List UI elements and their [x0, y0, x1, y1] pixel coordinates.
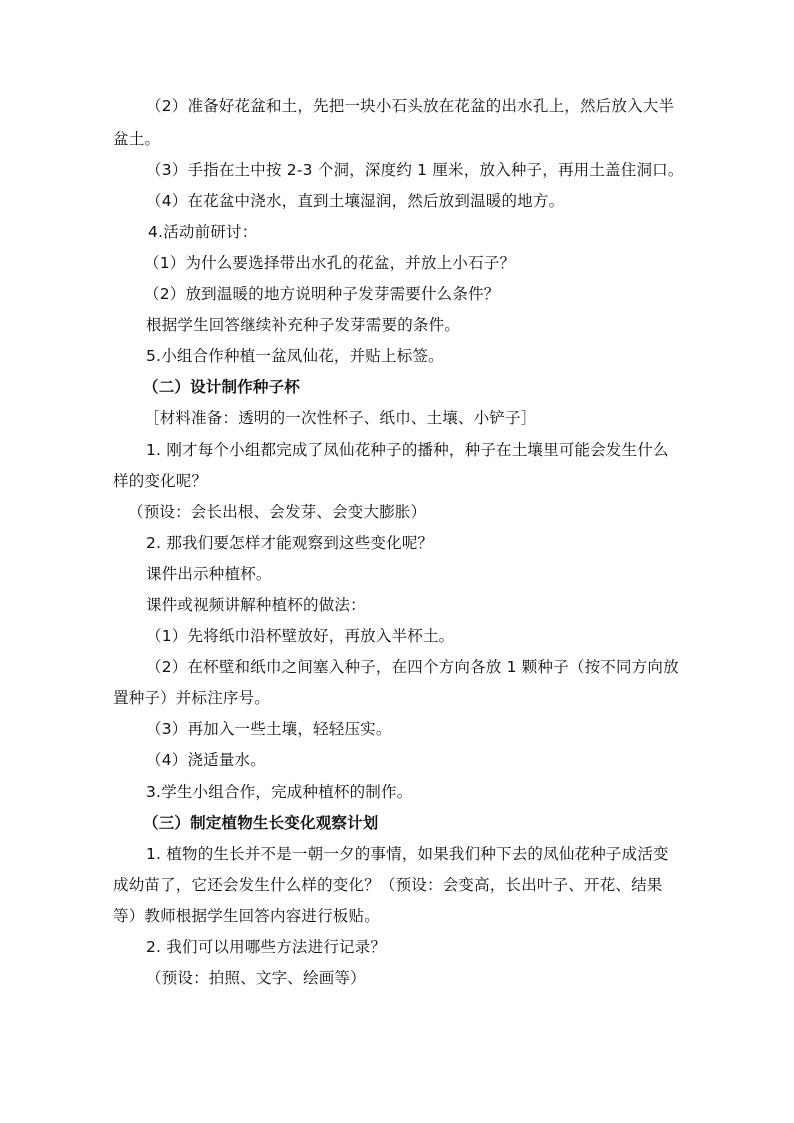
- preset-answer-1: （预设：会长出根、会发芽、会变大膨胀）: [128, 503, 427, 521]
- courseware-method: 课件或视频讲解种植杯的做法：: [146, 596, 366, 614]
- item-1-line-1: 1. 刚才每个小组都完成了凤仙花种子的播种，种子在土壤里可能会发生什么: [146, 441, 669, 459]
- step-2-line-2: 盆土。: [113, 130, 161, 148]
- cup-step-2-line-1: （2）在杯壁和纸巾之间塞入种子，在四个方向各放 1 颗种子（按不同方向放: [146, 658, 679, 676]
- item-1-line-2: 样的变化呢？: [113, 472, 208, 490]
- pre-activity-heading: 4.活动前研讨：: [148, 223, 258, 241]
- plan-item-1-line-1: 1. 植物的生长并不是一朝一夕的事情，如果我们种下去的凤仙花种子成活变: [146, 845, 669, 863]
- step-3: （3）手指在土中按 2-3 个洞，深度约 1 厘米，放入种子，再用土盖住洞口。: [146, 161, 684, 179]
- plan-item-2: 2. 我们可以用哪些方法进行记录？: [146, 938, 387, 956]
- cup-step-1: （1）先将纸巾沿杯壁放好，再放入半杯土。: [146, 627, 455, 645]
- preset-answer-2: （预设：拍照、文字、绘画等）: [146, 969, 366, 987]
- question-2: （2）放到温暖的地方说明种子发芽需要什么条件？: [144, 285, 500, 303]
- group-cup-making: 3.学生小组合作，完成种植杯的制作。: [146, 783, 413, 801]
- question-1: （1）为什么要选择带出水孔的花盆，并放上小石子？: [144, 254, 516, 272]
- follow-up-note: 根据学生回答继续补充种子发芽需要的条件。: [146, 316, 461, 334]
- cup-step-4: （4）浇适量水。: [146, 751, 266, 769]
- materials-list: ［材料准备：透明的一次性杯子、纸巾、土壤、小铲子］: [144, 409, 537, 427]
- section-heading-observation-plan: （三）制定植物生长变化观察计划: [143, 814, 379, 832]
- item-2: 2. 那我们要怎样才能观察到这些变化呢？: [146, 534, 434, 552]
- courseware-show: 课件出示种植杯。: [146, 565, 272, 583]
- step-4: （4）在花盆中浇水，直到土壤湿润，然后放到温暖的地方。: [146, 192, 565, 210]
- plan-item-1-line-3: 等）教师根据学生回答内容进行板贴。: [113, 907, 380, 925]
- cup-step-3: （3）再加入一些土壤，轻轻压实。: [146, 720, 392, 738]
- section-heading-design-seed-cup: （二）设计制作种子杯: [143, 378, 301, 396]
- cup-step-2-line-2: 置种子）并标注序号。: [113, 689, 271, 707]
- plan-item-1-line-2: 成幼苗了，它还会发生什么样的变化？（预设：会变高，长出叶子、开花、结果: [113, 876, 663, 894]
- group-planting: 5.小组合作种植一盆凤仙花，并贴上标签。: [146, 347, 444, 365]
- step-2-line-1: （2）准备好花盆和土，先把一块小石头放在花盆的出水孔上，然后放入大半: [146, 97, 675, 115]
